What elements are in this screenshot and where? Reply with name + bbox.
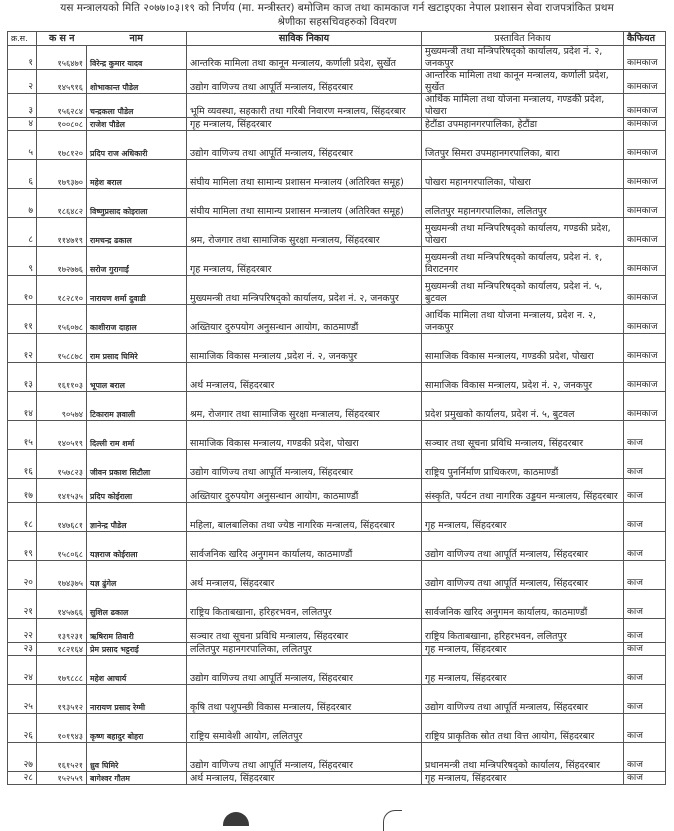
row-proposed-office: ललितपुर महानगरपालिका, ललितपुर	[422, 189, 624, 218]
deputation-table	[7, 31, 666, 785]
row-remark: काज	[624, 685, 666, 714]
header-previous-office: साविक निकाय	[187, 32, 422, 46]
row-proposed-office: आर्थिक मामिला तथा योजना मन्त्रालय, गण्डकी प्रदेश, पोखरा	[422, 94, 624, 118]
row-proposed-office: मुख्यमन्त्री तथा मन्त्रिपरिषद्को कार्यालय, प्रदेश नं. २, जनकपुर	[422, 46, 624, 70]
row-proposed-office: सञ्चार तथा सूचना प्रविधि मन्त्रालय, सिंहदरबार	[422, 421, 624, 450]
row-serial-number: १४	[8, 392, 37, 421]
row-previous-office: सार्वजनिक खरिद अनुगमन कार्यालय, काठमाण्डौं	[187, 532, 422, 561]
row-officer-name: ऋषिराम तिवारी	[87, 619, 187, 643]
row-officer-name: प्रेम प्रसाद भट्टराई	[87, 643, 187, 656]
row-officer-name: प्रदिप कोईराला	[87, 479, 187, 503]
row-employee-id: १७९३७०	[37, 160, 87, 189]
row-employee-id: १९३५१२	[37, 685, 87, 714]
row-proposed-office: गृह मन्त्रालय, सिंहदरबार	[422, 643, 624, 656]
row-previous-office: उद्योग वाणिज्य तथा आपूर्ति मन्त्रालय, सिंहदरबार	[187, 450, 422, 479]
table-header-row	[8, 32, 666, 46]
table-row	[8, 619, 666, 643]
row-remark: काज	[624, 532, 666, 561]
table-row	[8, 276, 666, 305]
table-row	[8, 218, 666, 247]
table-row	[8, 305, 666, 334]
row-proposed-office: मुख्यमन्त्री तथा मन्त्रिपरिषद्को कार्यालय, गण्डकी प्रदेश, पोखरा	[422, 218, 624, 247]
table-body	[8, 46, 666, 785]
row-serial-number: १	[8, 46, 37, 70]
header-id: क स न	[37, 32, 87, 46]
row-employee-id: १६११०३	[37, 363, 87, 392]
row-remark: कामकाज	[624, 363, 666, 392]
row-officer-name: शोभाकान्त पौडेल	[87, 70, 187, 94]
row-proposed-office: गृह मन्त्रालय, सिंहदरबार	[422, 656, 624, 685]
row-proposed-office: सार्वजनिक खरिद अनुगमन कार्यालय, काठमाण्डौं	[422, 590, 624, 619]
row-officer-name: काशीराज दाहाल	[87, 305, 187, 334]
row-employee-id: १५६४७१	[37, 46, 87, 70]
row-officer-name: टिकाराम ज्ञवाली	[87, 392, 187, 421]
table-row	[8, 392, 666, 421]
header-sn: क्र.स.	[8, 32, 37, 46]
row-remark: काज	[624, 714, 666, 743]
row-proposed-office: मुख्यमन्त्री तथा मन्त्रिपरिषद्को कार्यालय, प्रदेश नं. ५, बुटवल	[422, 276, 624, 305]
table-row	[8, 772, 666, 785]
row-previous-office: अर्थ मन्त्रालय, सिंहदरबार	[187, 772, 422, 785]
row-previous-office: उद्योग वाणिज्य तथा आपूर्ति मन्त्रालय, सिंहदरबार	[187, 131, 422, 160]
row-serial-number: ३	[8, 94, 37, 118]
row-proposed-office: सामाजिक विकास मन्त्रालय, गण्डकी प्रदेश, पोखरा	[422, 334, 624, 363]
row-remark: काज	[624, 421, 666, 450]
row-employee-id: १५२५५९	[37, 772, 87, 785]
table-row	[8, 532, 666, 561]
row-proposed-office: संस्कृति, पर्यटन तथा नागरिक उड्डयन मन्त्रालय, सिंहदरबार	[422, 479, 624, 503]
row-remark: कामकाज	[624, 70, 666, 94]
row-serial-number: ५	[8, 131, 37, 160]
row-remark: काज	[624, 503, 666, 532]
row-proposed-office: गृह मन्त्रालय, सिंहदरबार	[422, 772, 624, 785]
table-row	[8, 94, 666, 118]
row-previous-office: मुख्यमन्त्री तथा मन्त्रिपरिषद्को कार्यालय, प्रदेश नं. २, जनकपुर	[187, 276, 422, 305]
row-serial-number: १३	[8, 363, 37, 392]
row-officer-name: ध्रुव घिमिरे	[87, 743, 187, 772]
table-row	[8, 363, 666, 392]
row-previous-office: सामाजिक विकास मन्त्रालय ,प्रदेश नं. २, जनकपुर	[187, 334, 422, 363]
row-previous-office: उद्योग वाणिज्य तथा आपूर्ति मन्त्रालय, सिंहदरबार	[187, 70, 422, 94]
table-row	[8, 643, 666, 656]
row-previous-office: उद्योग वाणिज्य तथा आपूर्ति मन्त्रालय, सिंहदरबार	[187, 743, 422, 772]
row-employee-id: १५८८७८	[37, 334, 87, 363]
table-row	[8, 590, 666, 619]
row-proposed-office: पोखरा महानगरपालिका, पोखरा	[422, 160, 624, 189]
row-officer-name: राम प्रसाद घिमिरे	[87, 334, 187, 363]
row-proposed-office: प्रधानमन्त्री तथा मन्त्रिपरिषद्को कार्यालय, सिंहदरबार	[422, 743, 624, 772]
row-serial-number: २१	[8, 590, 37, 619]
row-employee-id: १७९८८८	[37, 656, 87, 685]
row-serial-number: ११	[8, 305, 37, 334]
row-serial-number: २	[8, 70, 37, 94]
row-previous-office: अख्तियार दुरुपयोग अनुसन्धान आयोग, काठमाण्डौं	[187, 479, 422, 503]
row-employee-id: १५६०७८	[37, 305, 87, 334]
row-proposed-office: आन्तरिक मामिला तथा कानून मन्त्रालय, कर्णाली प्रदेश, सुर्खेत	[422, 70, 624, 94]
row-remark: कामकाज	[624, 305, 666, 334]
row-serial-number: २२	[8, 619, 37, 643]
row-employee-id: १८२८१०	[37, 276, 87, 305]
row-previous-office: सञ्चार तथा सूचना प्रविधि मन्त्रालय, सिंहदरबार	[187, 619, 422, 643]
row-serial-number: १६	[8, 450, 37, 479]
row-serial-number: ४	[8, 118, 37, 131]
row-previous-office: संघीय मामिला तथा सामान्य प्रशासन मन्त्रालय (अतिरिक्त समूह)	[187, 160, 422, 189]
row-proposed-office: उद्योग वाणिज्य तथा आपूर्ति मन्त्रालय, सिंहदरबार	[422, 685, 624, 714]
row-remark: कामकाज	[624, 46, 666, 70]
row-remark: कामकाज	[624, 118, 666, 131]
row-previous-office: अख्तियार दुरुपयोग अनुसन्धान आयोग, काठमाण्डौं	[187, 305, 422, 334]
table-row	[8, 685, 666, 714]
row-remark: काज	[624, 743, 666, 772]
row-serial-number: २७	[8, 743, 37, 772]
row-officer-name: रामचन्द्र ढकाल	[87, 218, 187, 247]
row-remark: काज	[624, 590, 666, 619]
row-previous-office: भूमि व्यवस्था, सहकारी तथा गरिबी निवारण मन्त्रालय, सिंहदरबार	[187, 94, 422, 118]
heading-line-1: यस मन्त्रालयको मिति २०७७।०३।१९ को निर्णय (मा. मन्त्रीस्तर) बमोजिम काज तथा कामकाज गर्न खटाइएका नेपाल प्रशासन सेवा राजपत्रांकित प्रथम	[60, 2, 614, 14]
row-officer-name: यज्ञराज कोईराला	[87, 532, 187, 561]
row-proposed-office: जितपुर सिमरा उपमहानगरपालिका, बारा	[422, 131, 624, 160]
table-row	[8, 46, 666, 70]
header-remark: कैफियत	[624, 32, 666, 46]
row-employee-id: १८२१६४	[37, 643, 87, 656]
row-proposed-office: उद्योग वाणिज्य तथा आपूर्ति मन्त्रालय, सिंहदरबार	[422, 561, 624, 590]
row-employee-id: १४०५१९	[37, 421, 87, 450]
row-employee-id: १४१५३५	[37, 479, 87, 503]
table-row	[8, 334, 666, 363]
row-previous-office: श्रम, रोजगार तथा सामाजिक सुरक्षा मन्त्रालय, सिंहदरबार	[187, 392, 422, 421]
row-officer-name: चन्द्रकला पौडेल	[87, 94, 187, 118]
row-previous-office: अर्थ मन्त्रालय, सिंहदरबार	[187, 561, 422, 590]
row-serial-number: १८	[8, 503, 37, 532]
row-remark: कामकाज	[624, 392, 666, 421]
header-proposed-office: प्रस्तावित निकाय	[422, 32, 624, 46]
row-employee-id: १४७६८१	[37, 503, 87, 532]
row-employee-id: १७८१२०	[37, 131, 87, 160]
row-remark: काज	[624, 561, 666, 590]
row-proposed-office: गृह मन्त्रालय, सिंहदरबार	[422, 503, 624, 532]
row-officer-name: विरेन्द्र कुमार यादव	[87, 46, 187, 70]
row-previous-office: कृषि तथा पशुपन्छी विकास मन्त्रालय, सिंहदरबार	[187, 685, 422, 714]
row-officer-name: महेश बराल	[87, 160, 187, 189]
row-previous-office: श्रम, रोजगार तथा सामाजिक सुरक्षा मन्त्रालय, सिंहदरबार	[187, 218, 422, 247]
row-employee-id: १८६४८२	[37, 189, 87, 218]
row-serial-number: १०	[8, 276, 37, 305]
row-officer-name: जीवन प्रकाश सिटौला	[87, 450, 187, 479]
table-row	[8, 247, 666, 276]
row-employee-id: १७२७७६	[37, 247, 87, 276]
row-remark: काज	[624, 450, 666, 479]
row-employee-id: १०१९४३	[37, 714, 87, 743]
row-officer-name: सरोज गुरागाईं	[87, 247, 187, 276]
row-employee-id: १६१५२१	[37, 743, 87, 772]
row-proposed-office: सामाजिक विकास मन्त्रालय, प्रदेश नं. २, जनकपुर	[422, 363, 624, 392]
row-remark: काज	[624, 479, 666, 503]
row-officer-name: ज्ञानेन्द्र पौडेल	[87, 503, 187, 532]
row-officer-name: प्रदिप राज अधिकारी	[87, 131, 187, 160]
table-row	[8, 503, 666, 532]
row-remark: काज	[624, 643, 666, 656]
row-remark: काज	[624, 619, 666, 643]
table-row	[8, 561, 666, 590]
row-serial-number: २०	[8, 561, 37, 590]
row-previous-office: गृह मन्त्रालय, सिंहदरबार	[187, 247, 422, 276]
row-serial-number: १७	[8, 479, 37, 503]
table-row	[8, 421, 666, 450]
row-serial-number: १५	[8, 421, 37, 450]
row-remark: कामकाज	[624, 247, 666, 276]
row-serial-number: २३	[8, 643, 37, 656]
row-employee-id: १४५९१६	[37, 70, 87, 94]
row-previous-office: गृह मन्त्रालय, सिंहदरबार	[187, 118, 422, 131]
row-remark: कामकाज	[624, 189, 666, 218]
row-previous-office: उद्योग वाणिज्य तथा आपूर्ति मन्त्रालय, सिंहदरबार	[187, 656, 422, 685]
table-row	[8, 70, 666, 94]
row-previous-office: ललितपुर महानगरपालिका, ललितपुर	[187, 643, 422, 656]
row-serial-number: ८	[8, 218, 37, 247]
row-proposed-office: राष्ट्रिय पुनर्निर्माण प्राधिकरण, काठमाण्डौं	[422, 450, 624, 479]
table-row	[8, 656, 666, 685]
row-employee-id: १००८०८	[37, 118, 87, 131]
row-remark: कामकाज	[624, 94, 666, 118]
row-officer-name: भूपाल बराल	[87, 363, 187, 392]
row-previous-office: संघीय मामिला तथा सामान्य प्रशासन मन्त्रालय (अतिरिक्त समूह)	[187, 189, 422, 218]
row-remark: कामकाज	[624, 334, 666, 363]
table-row	[8, 118, 666, 131]
row-serial-number: २६	[8, 714, 37, 743]
row-previous-office: महिला, बालबालिका तथा ज्येष्ठ नागरिक मन्त्रालय, सिंहदरबार	[187, 503, 422, 532]
row-previous-office: आन्तरिक मामिला तथा कानून मन्त्रालय, कर्णाली प्रदेश, सुर्खेत	[187, 46, 422, 70]
row-officer-name: सुशिल ढकाल	[87, 590, 187, 619]
row-serial-number: २४	[8, 656, 37, 685]
row-remark: काज	[624, 772, 666, 785]
row-employee-id: ९०५७४	[37, 392, 87, 421]
row-proposed-office: हेटौंडा उपमहानगरपालिका, हेटौंडा	[422, 118, 624, 131]
row-officer-name: महेश आचार्य	[87, 656, 187, 685]
table-row	[8, 160, 666, 189]
row-employee-id: १७४३७५	[37, 561, 87, 590]
row-employee-id: १३९२३१	[37, 619, 87, 643]
heading-line-2: श्रेणीका सहसचिवहरुको विवरण	[277, 16, 397, 28]
row-proposed-office: मुख्यमन्त्री तथा मन्त्रिपरिषद्को कार्यालय, प्रदेश नं. १, विराटनगर	[422, 247, 624, 276]
table-row	[8, 479, 666, 503]
row-employee-id: १५७८२३	[37, 450, 87, 479]
header-name: नाम	[87, 32, 187, 46]
row-serial-number: ९	[8, 247, 37, 276]
row-serial-number: १२	[8, 334, 37, 363]
row-employee-id: १५८०६८	[37, 532, 87, 561]
table-row	[8, 714, 666, 743]
row-serial-number: २८	[8, 772, 37, 785]
row-remark: कामकाज	[624, 218, 666, 247]
row-serial-number: ७	[8, 189, 37, 218]
row-proposed-office: उद्योग वाणिज्य तथा आपूर्ति मन्त्रालय, सिंहदरबार	[422, 532, 624, 561]
row-officer-name: यज्ञ ढुंगेल	[87, 561, 187, 590]
row-officer-name: दिल्ली राम शर्मा	[87, 421, 187, 450]
row-remark: कामकाज	[624, 160, 666, 189]
row-officer-name: विष्णुप्रसाद कोइराला	[87, 189, 187, 218]
document-heading	[0, 1, 674, 29]
table-row	[8, 131, 666, 160]
row-officer-name: कृष्ण बहादुर बोहरा	[87, 714, 187, 743]
row-serial-number: १९	[8, 532, 37, 561]
row-officer-name: राजेश पौडेल	[87, 118, 187, 131]
row-employee-id: १४५७६६	[37, 590, 87, 619]
row-remark: कामकाज	[624, 131, 666, 160]
signature	[383, 810, 402, 831]
row-remark: काज	[624, 656, 666, 685]
table-row	[8, 450, 666, 479]
row-employee-id: १५६२८४	[37, 94, 87, 118]
table-row	[8, 743, 666, 772]
row-proposed-office: राष्ट्रिय किताबखाना, हरिहरभवन, ललितपुर	[422, 619, 624, 643]
row-proposed-office: प्रदेश प्रमुखको कार्यालय, प्रदेश नं. ५, बुटवल	[422, 392, 624, 421]
row-remark: कामकाज	[624, 276, 666, 305]
row-employee-id: ११४७१९	[37, 218, 87, 247]
row-proposed-office: राष्ट्रिय प्राकृतिक स्रोत तथा वित्त आयोग, सिंहदरबार	[422, 714, 624, 743]
row-previous-office: अर्थ मन्त्रालय, सिंहदरबार	[187, 363, 422, 392]
row-serial-number: ६	[8, 160, 37, 189]
table-row	[8, 189, 666, 218]
row-proposed-office: आर्थिक मामिला तथा योजना मन्त्रालय, प्रदेश न. २, जनकपुर	[422, 305, 624, 334]
row-officer-name: बागेश्वर गौतम	[87, 772, 187, 785]
row-previous-office: राष्ट्रिय किताबखाना, हरिहरभवन, ललितपुर	[187, 590, 422, 619]
row-officer-name: नारायण प्रसाद रेग्मी	[87, 685, 187, 714]
row-previous-office: सामाजिक विकास मन्त्रालय, गण्डकी प्रदेश, पोखरा	[187, 421, 422, 450]
row-serial-number: २५	[8, 685, 37, 714]
row-previous-office: राष्ट्रिय समावेशी आयोग, ललितपुर	[187, 714, 422, 743]
row-officer-name: नारायण शर्मा दुवाडी	[87, 276, 187, 305]
government-seal	[223, 812, 249, 826]
